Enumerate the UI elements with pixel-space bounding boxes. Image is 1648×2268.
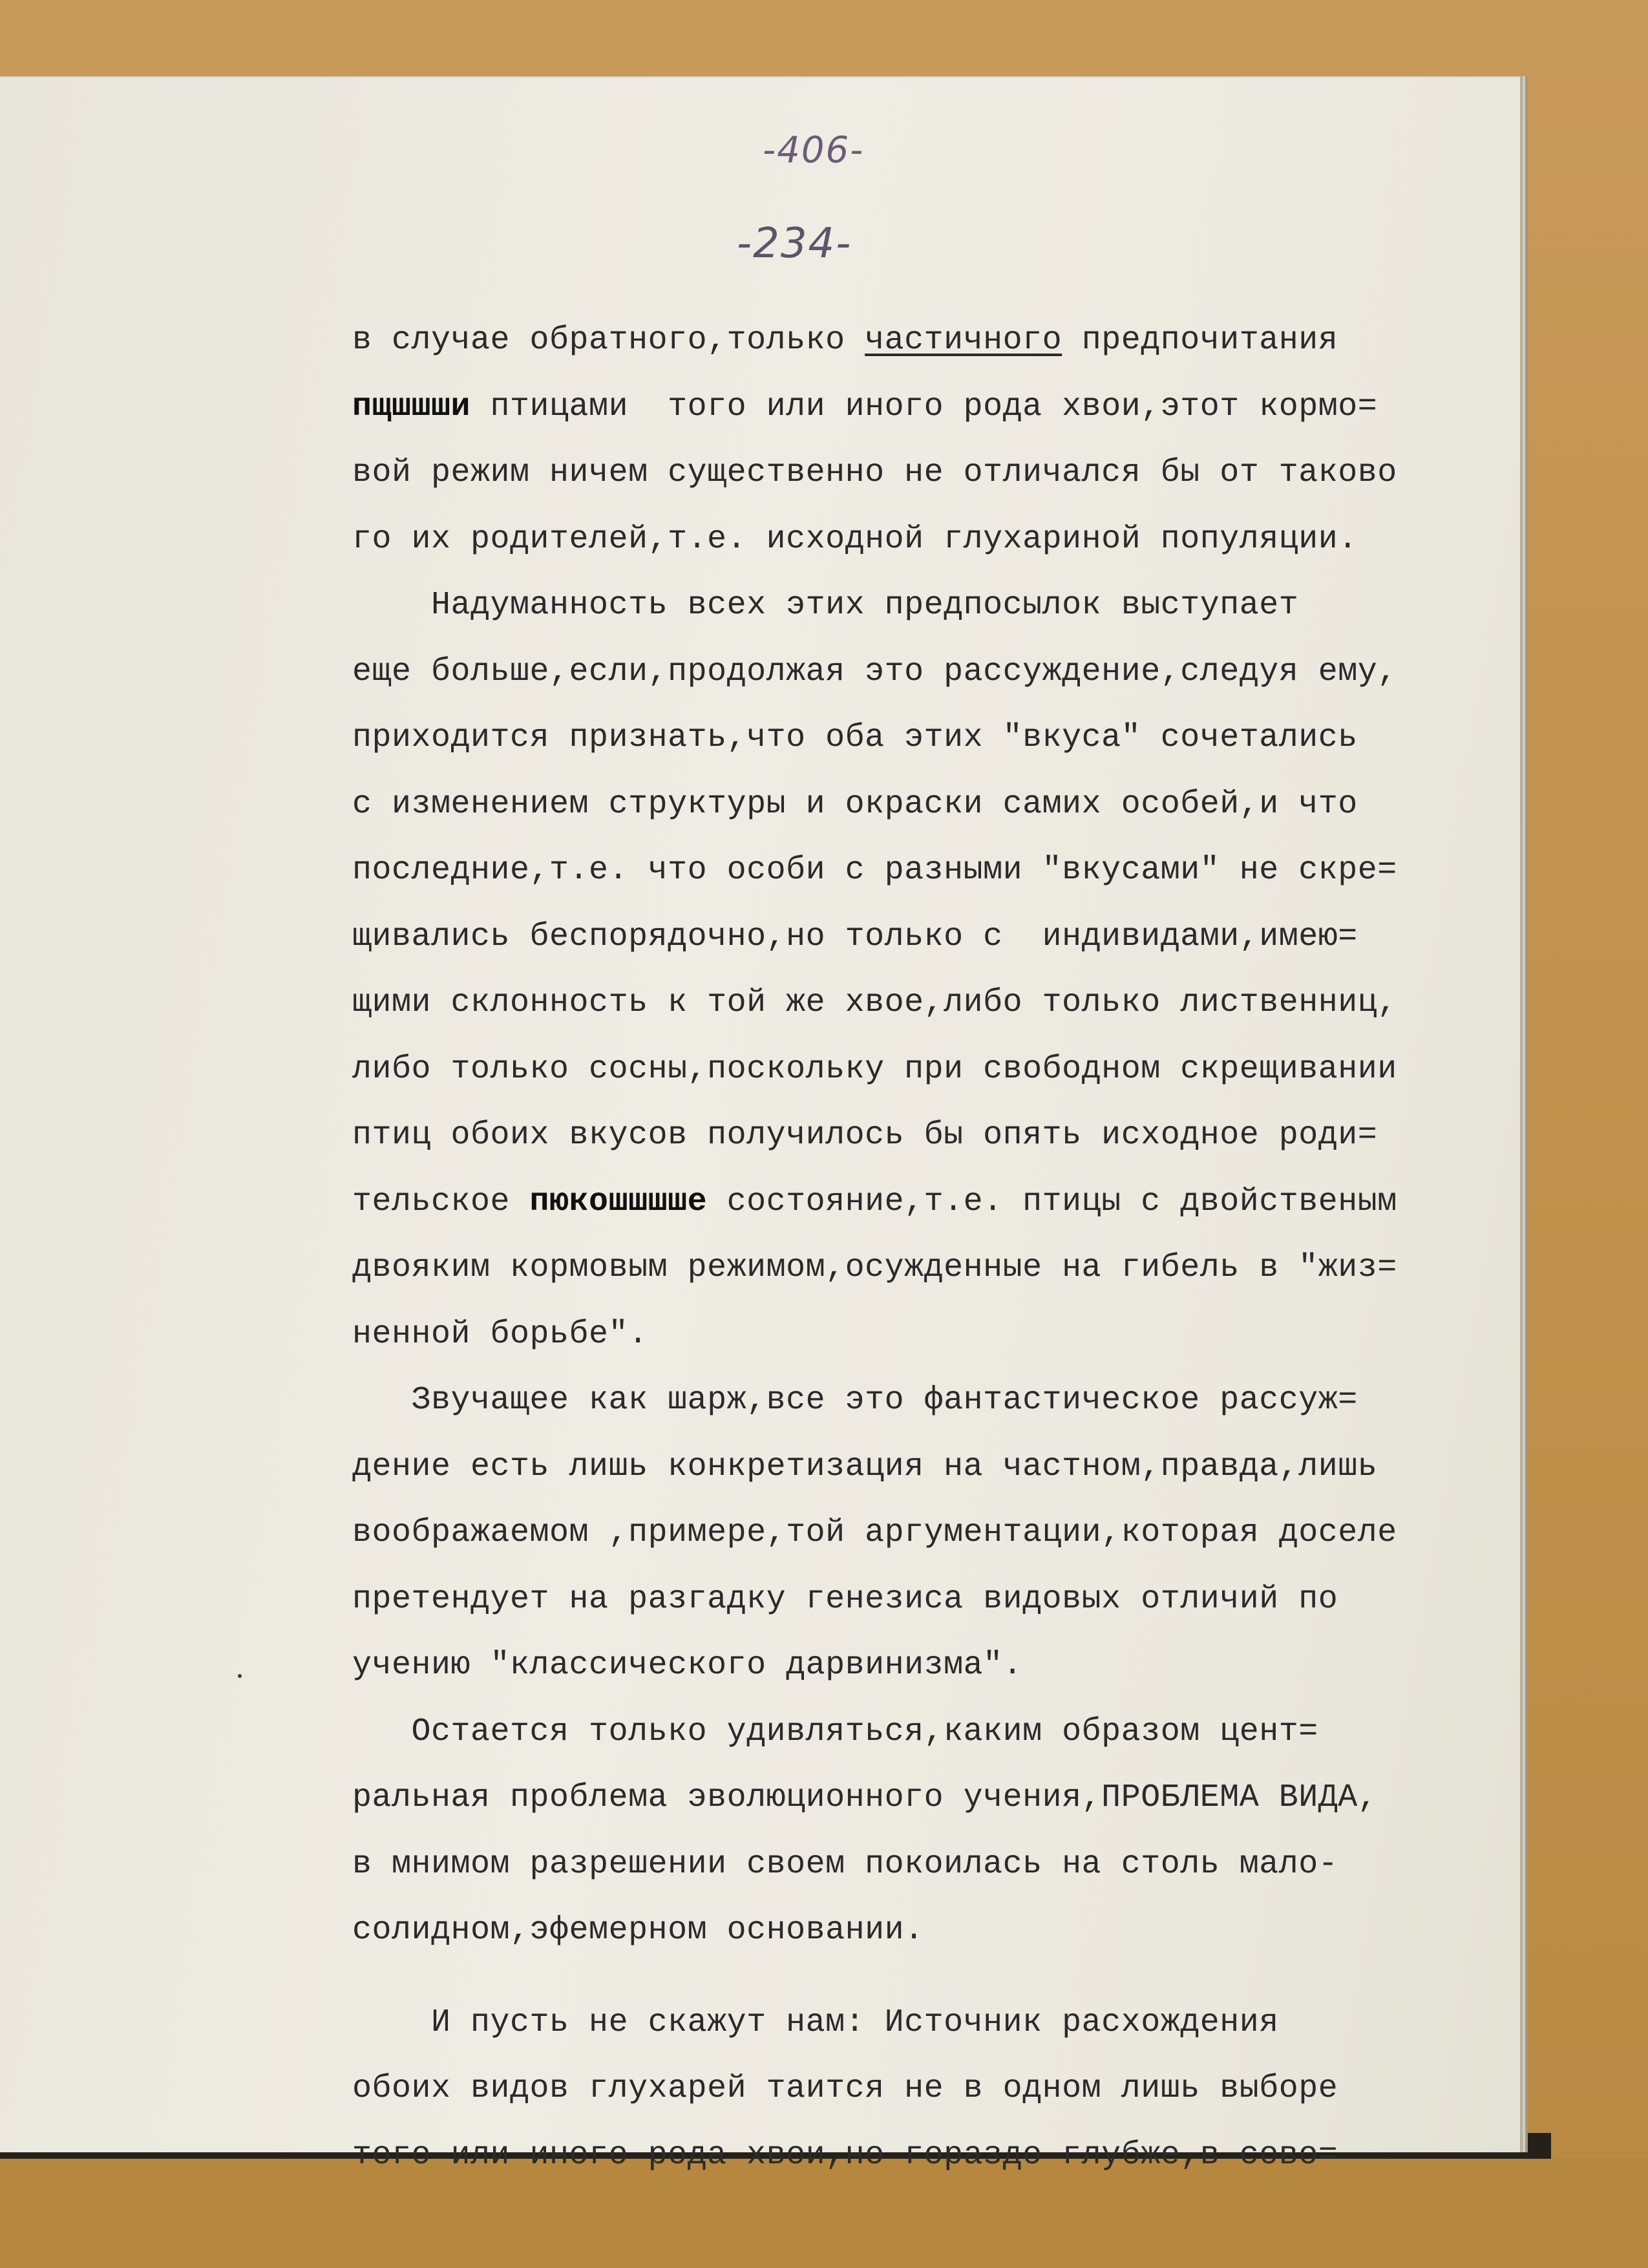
text-segment: еще больше,если,продолжая это рассуждение,следуя ему, (352, 653, 1397, 690)
text-line (352, 838, 1503, 904)
text-segment: тельское (352, 1183, 530, 1220)
text-segment: солидном,эфемерном основании. (352, 1912, 924, 1949)
paragraph-gap (352, 1964, 1503, 1990)
text-segment: птиц обоих вкусов получилось бы опять исходное роди= (352, 1117, 1378, 1154)
text-line (352, 1500, 1503, 1567)
text-line (352, 1037, 1503, 1103)
text-segment: претендует на разгадку генезиса видовых отличий по (352, 1580, 1338, 1618)
text-line (352, 507, 1503, 573)
text-line (352, 1990, 1503, 2057)
text-segment: в случае обратного,только (352, 322, 865, 359)
ink-speck (238, 1674, 242, 1678)
text-line (352, 1898, 1503, 1964)
text-segment: с изменением структуры и окраски самих особей,и что (352, 785, 1358, 823)
text-line (352, 2123, 1503, 2189)
struck-out-word: пюкошшшше (529, 1183, 708, 1220)
struck-out-word: пщшшши (352, 388, 471, 425)
text-segment: состояние,т.е. птицы с двойственым (707, 1183, 1397, 1220)
text-line (352, 772, 1503, 838)
text-segment: Надуманность всех этих предпосылок выступает (352, 587, 1299, 624)
text-segment: учению "классического дарвинизма". (352, 1647, 1023, 1684)
text-segment: ральная проблема эволюционного учения,ПРОБЛЕМА ВИДА, (352, 1779, 1378, 1816)
text-line (352, 1699, 1503, 1766)
page-number: -234- (737, 220, 852, 268)
underlined-word: частичного (865, 322, 1062, 359)
text-segment: И пусть не скажут нам: Источник расхождения (352, 2004, 1279, 2041)
text-line (352, 970, 1503, 1037)
text-line (352, 1567, 1503, 1633)
text-line (352, 2056, 1503, 2123)
typed-text-block (352, 308, 1503, 2189)
text-line (352, 639, 1503, 706)
text-line (352, 705, 1503, 772)
text-line (352, 1434, 1503, 1501)
text-line (352, 1633, 1503, 1699)
text-segment: последние,т.е. что особи с разными "вкусами" не скре= (352, 852, 1397, 889)
text-segment: ненной борьбе". (352, 1315, 648, 1353)
text-line (352, 904, 1503, 971)
text-segment: предпочитания (1062, 322, 1338, 359)
document-page (0, 76, 1520, 2174)
text-segment: либо только сосны,поскольку при свободном скрещивании (352, 1050, 1397, 1088)
text-segment: вой режим ничем существенно не отличался бы от таково (352, 454, 1397, 491)
text-line (352, 440, 1503, 507)
text-segment: обоих видов глухарей таится не в одном лишь выборе (352, 2070, 1338, 2107)
text-line (352, 1832, 1503, 1898)
text-line (352, 1302, 1503, 1368)
text-segment: того или иного рода хвои,но гораздо глубже,в сово= (352, 2136, 1338, 2174)
text-line (352, 308, 1503, 374)
text-segment: Звучащее как шарж,все это фантастическое рассуж= (352, 1382, 1358, 1419)
text-line (352, 1235, 1503, 1302)
text-segment: щими склонность к той же хвое,либо только лиственниц, (352, 984, 1397, 1021)
text-segment: Остается только удивляться,каким образом цент= (352, 1713, 1318, 1750)
text-segment: дение есть лишь конкретизация на частном,правда,лишь (352, 1448, 1378, 1485)
text-segment: двояким кормовым режимом,осужденные на гибель в "жиз= (352, 1249, 1397, 1286)
text-segment: птицами того или иного рода хвои,этот кормо= (470, 388, 1378, 425)
text-segment: в мнимом разрешении своем покоилась на столь мало- (352, 1845, 1338, 1883)
text-line (352, 374, 1503, 441)
text-line (352, 1169, 1503, 1236)
text-line (352, 1765, 1503, 1832)
archive-page-number: -406- (763, 129, 865, 171)
text-line (352, 573, 1503, 639)
text-segment: го их родителей,т.е. исходной глухариной популяции. (352, 520, 1358, 558)
text-segment: щивались беспорядочно,но только с индивидами,имею= (352, 918, 1358, 955)
text-segment: приходится признать,что оба этих "вкуса" сочетались (352, 719, 1358, 756)
text-line (352, 1368, 1503, 1434)
text-line (352, 1103, 1503, 1169)
text-segment: воображаемом ,примере,той аргументации,которая доселе (352, 1514, 1397, 1551)
